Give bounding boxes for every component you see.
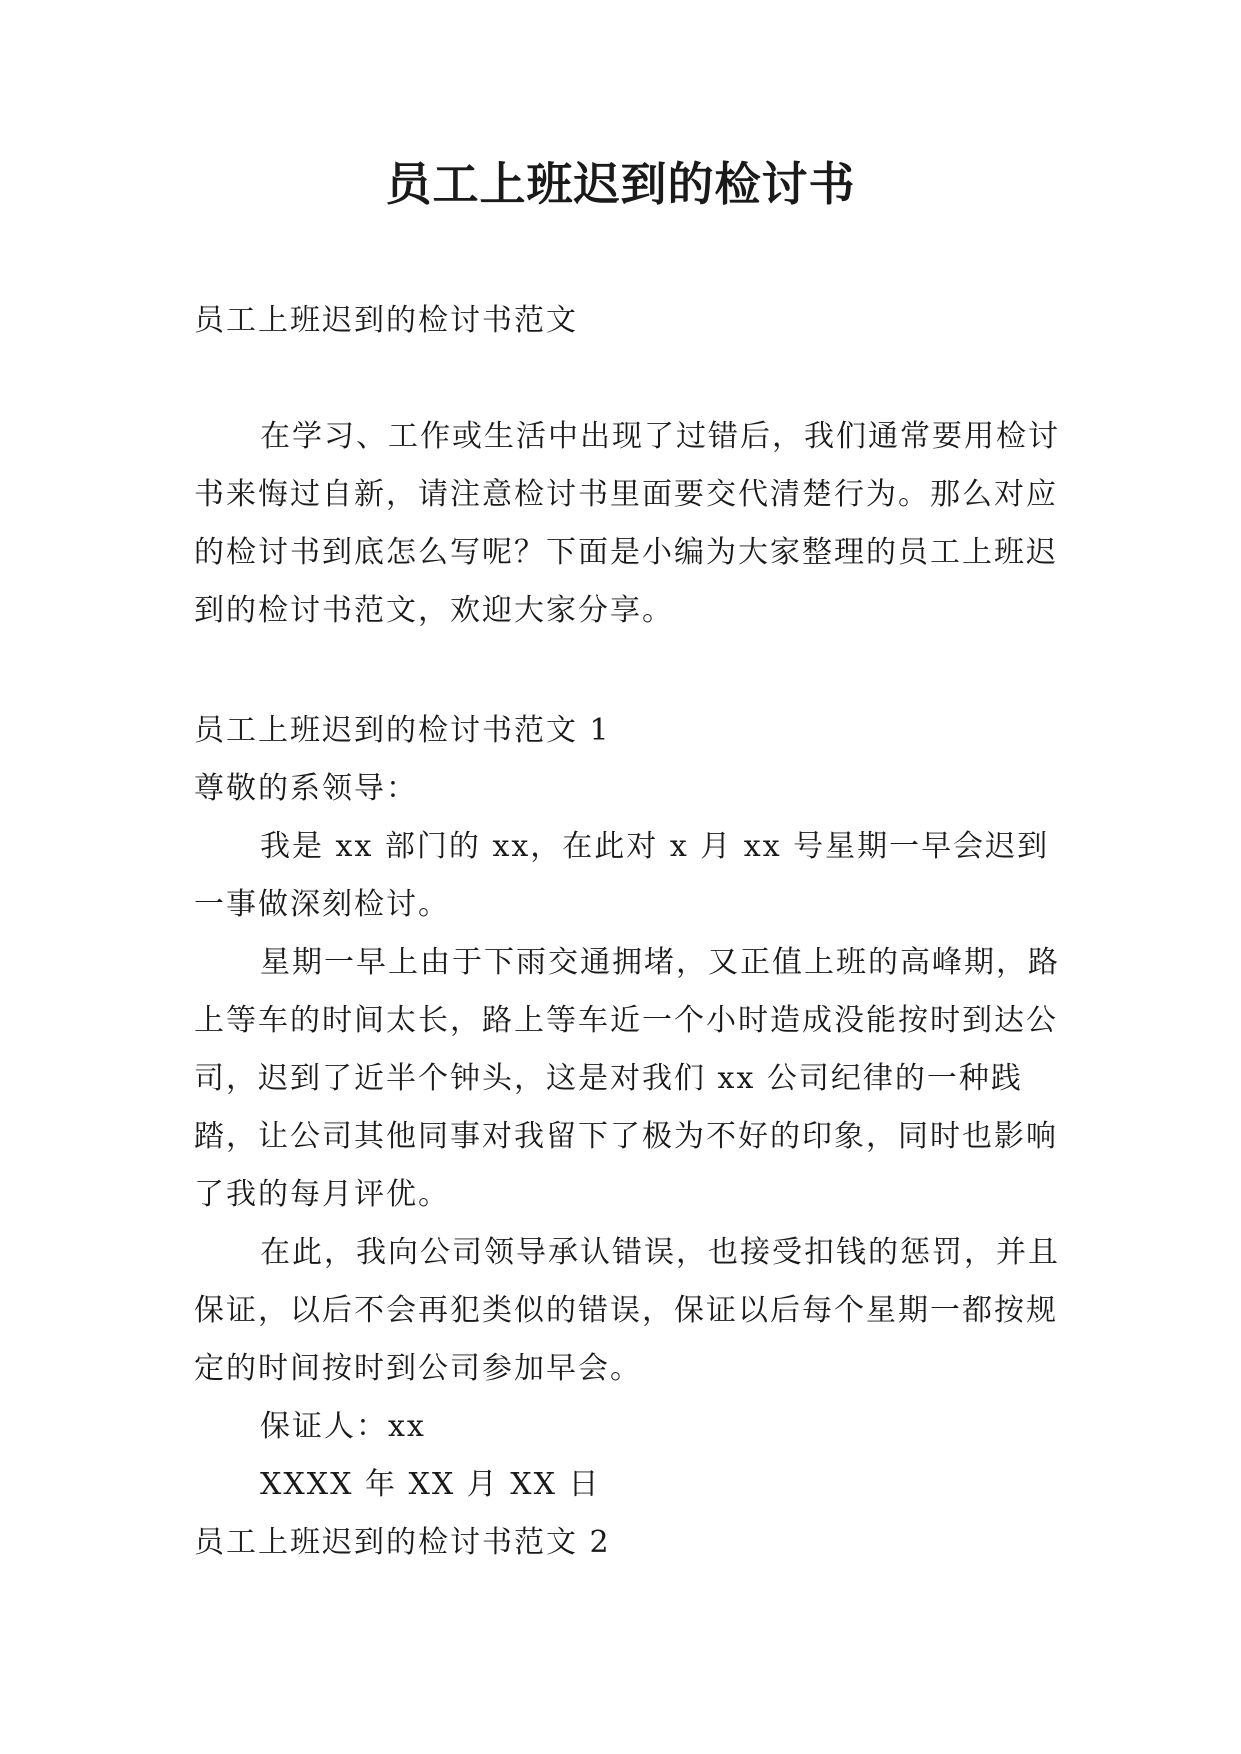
- sample1-paragraph-3: 在此，我向公司领导承认错误，也接受扣钱的惩罚，并且保证，以后不会再犯类似的错误，保证以后每个星期一都按规定的时间按时到公司参加早会。: [194, 1235, 1060, 1386]
- sample1-salutation: 尊敬的系领导：: [194, 771, 418, 806]
- sample1-paragraph-2: 星期一早上由于下雨交通拥堵，又正值上班的高峰期，路上等车的时间太长，路上等车近一个小时造成没能按时到达公司，迟到了近半个钟头，这是对我们 xx 公司纪律的一种践踏，让公司其他同事对我留下了极为不好的印象，同时也影响了我的每月评优。: [194, 945, 1060, 1212]
- document-title: 员工上班迟到的检讨书: [385, 157, 856, 211]
- sample2-heading: 员工上班迟到的检讨书范文 2: [194, 1525, 611, 1560]
- document-body: [194, 292, 1074, 1572]
- sample1-guarantor: 保证人：xx: [260, 1409, 426, 1444]
- sample1-heading: 员工上班迟到的检讨书范文 1: [194, 713, 611, 748]
- sample1-date: XXXX 年 XX 月 XX 日: [260, 1467, 601, 1502]
- sample1-paragraph-1: 我是 xx 部门的 xx，在此对 x 月 xx 号星期一早会迟到一事做深刻检讨。: [194, 829, 1050, 922]
- intro-paragraph: 在学习、工作或生活中出现了过错后，我们通常要用检讨书来悔过自新，请注意检讨书里面要交代清楚行为。那么对应的检讨书到底怎么写呢？下面是小编为大家整理的员工上班迟到的检讨书范文，欢迎大家分享。: [194, 419, 1060, 628]
- document-subtitle: 员工上班迟到的检讨书范文: [194, 303, 578, 338]
